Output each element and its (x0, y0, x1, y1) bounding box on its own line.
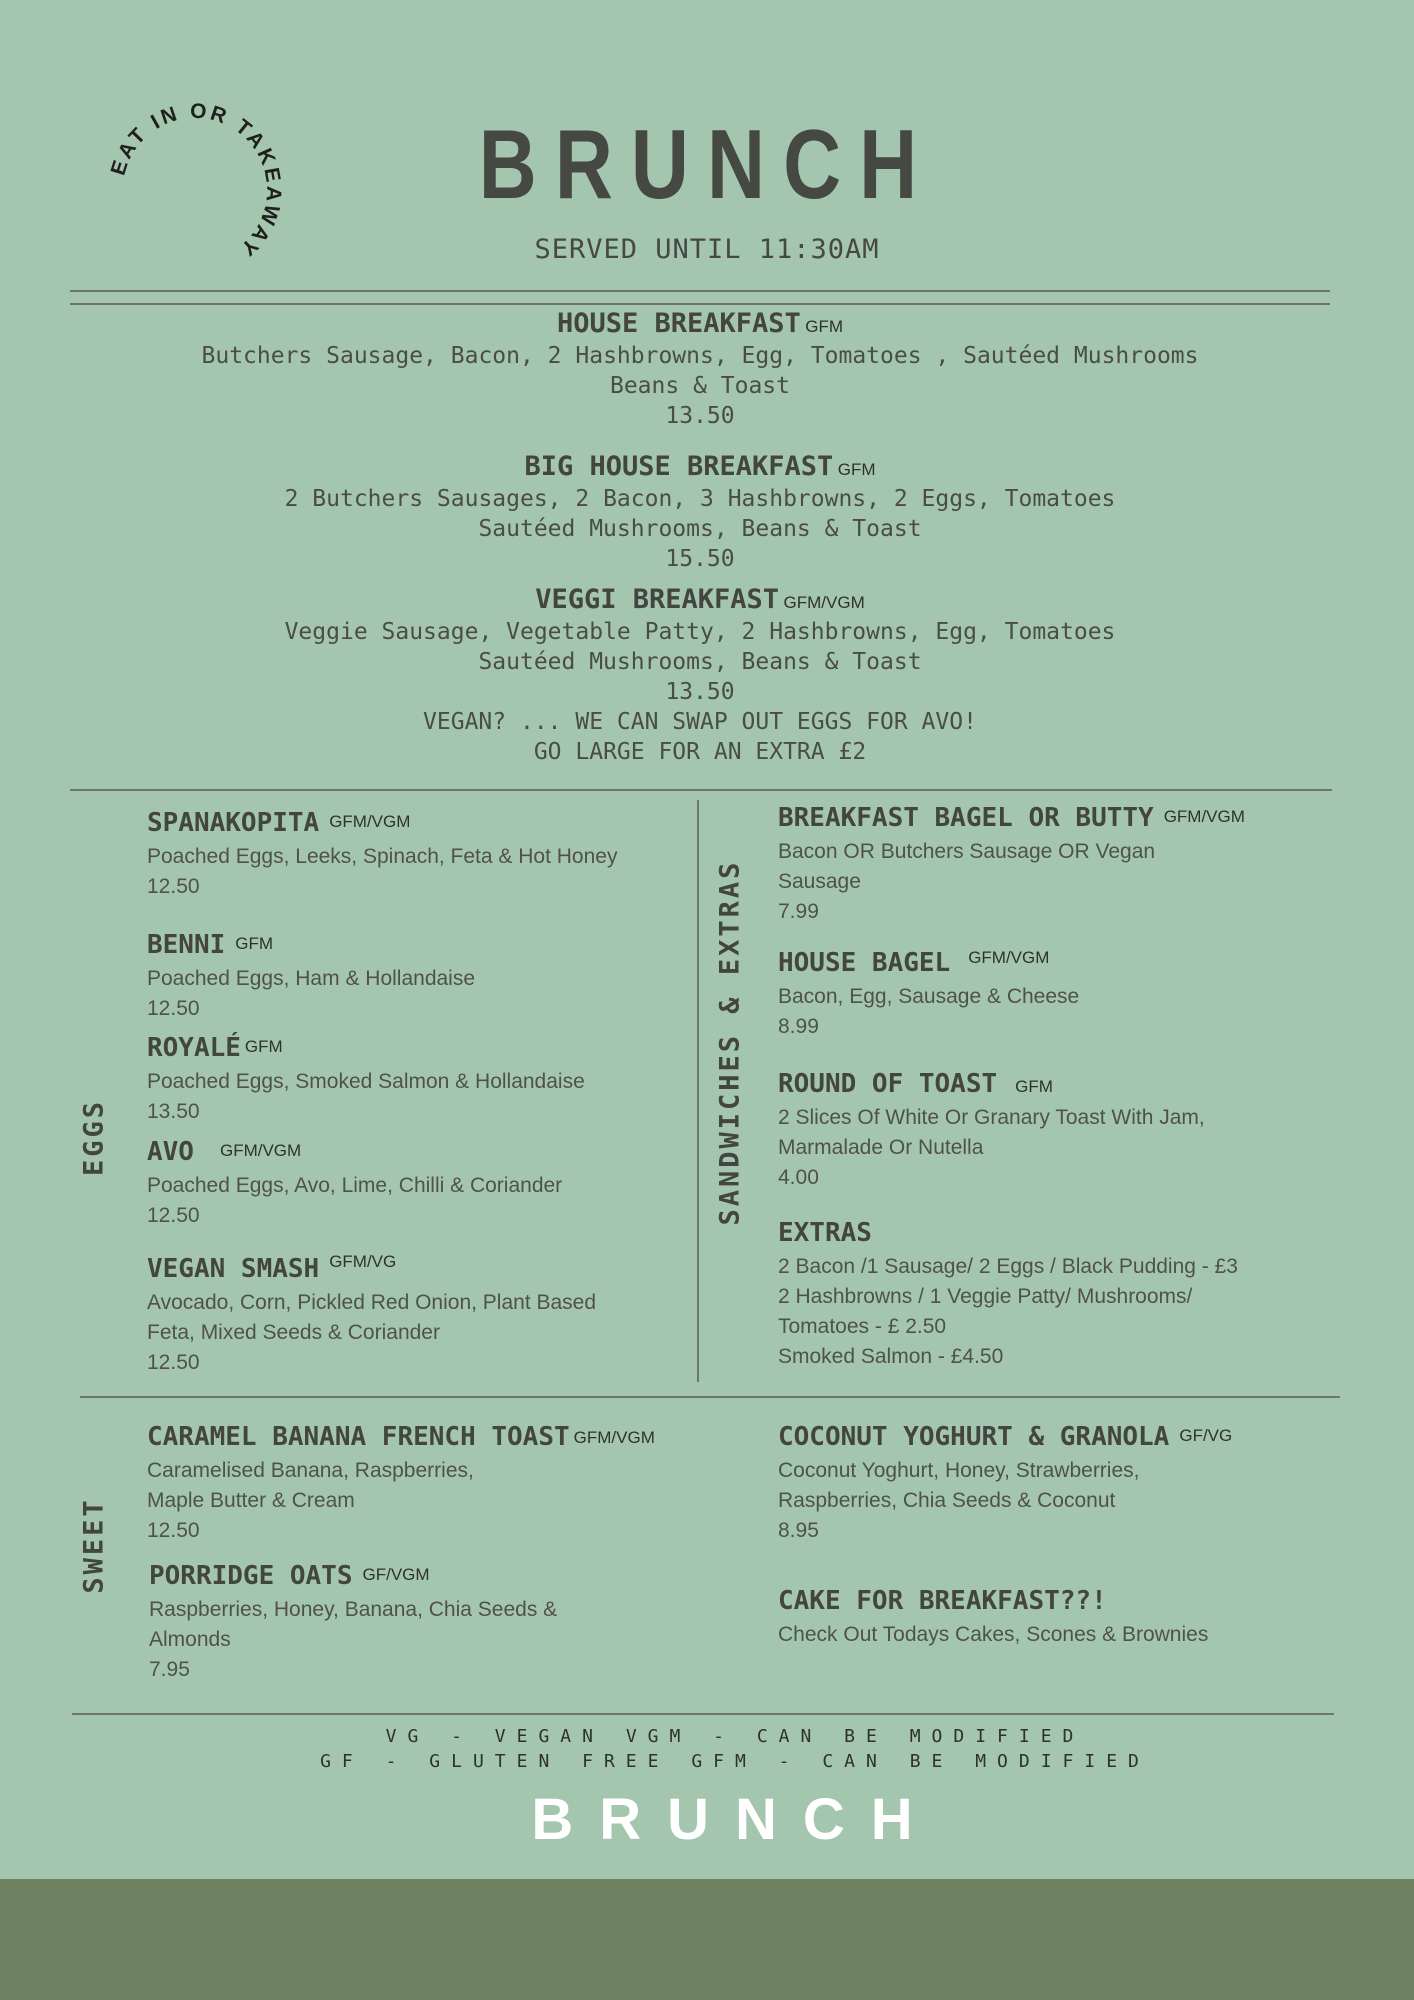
item-tag: GFM/VGM (219, 1141, 302, 1160)
house-breakfast (0, 308, 1400, 431)
item-name: ROUND OF TOAST (778, 1069, 998, 1099)
legend-line-2: GF - GLUTEN FREE GFM - CAN BE MODIFIED (320, 1751, 1150, 1772)
extras-line: Smoked Salmon - £4.50 (778, 1345, 1004, 1368)
sandwich-item-house-bagel (778, 948, 1079, 1042)
item-tag: GFM/VGM (968, 948, 1050, 967)
item-desc: Marmalade Or Nutella (778, 1136, 984, 1159)
section-label-sweet: SWEET (78, 1497, 110, 1594)
item-desc: Sausage (778, 870, 861, 893)
item-desc: Check Out Todays Cakes, Scones & Brownies (778, 1623, 1209, 1646)
badge-text: EAT IN OR TAKEAWAY (106, 99, 286, 262)
sandwich-item-extras (778, 1218, 1238, 1372)
item-desc: Veggie Sausage, Vegetable Patty, 2 Hashbrowns, Egg, Tomatoes (284, 619, 1116, 645)
item-name: COCONUT YOGHURT & GRANOLA (778, 1422, 1170, 1452)
item-price: 12.50 (147, 1204, 200, 1227)
item-desc: Poached Eggs, Avo, Lime, Chilli & Coriander (147, 1174, 563, 1197)
sweet-item-coconut-yoghurt (778, 1422, 1232, 1546)
item-desc: Coconut Yoghurt, Honey, Strawberries, (778, 1459, 1140, 1482)
item-name: ROYALÉ (147, 1033, 241, 1063)
veggi-breakfast (0, 584, 1400, 767)
item-desc: Butchers Sausage, Bacon, 2 Hashbrowns, Egg, Tomatoes , Sautéed Mushrooms (201, 343, 1199, 369)
item-price: 12.50 (147, 997, 200, 1020)
item-price: 13.50 (665, 679, 735, 705)
item-desc: Sautéed Mushrooms, Beans & Toast (478, 516, 922, 542)
big-house-breakfast (0, 451, 1400, 574)
item-desc: Caramelised Banana, Raspberries, (147, 1459, 474, 1482)
item-name: CAKE FOR BREAKFAST??! (778, 1586, 1107, 1616)
extras-line: Tomatoes - £ 2.50 (778, 1315, 947, 1338)
item-name: EXTRAS (778, 1218, 872, 1248)
item-desc: Maple Butter & Cream (147, 1489, 355, 1512)
served-until: SERVED UNTIL 11:30AM (534, 234, 880, 265)
divider-top-1 (70, 290, 1330, 292)
bottom-bar (0, 1879, 1414, 2000)
egg-item-benni (147, 930, 475, 1024)
item-tag: GFM (1015, 1077, 1053, 1096)
item-tag: GFM/VGM (573, 1428, 655, 1447)
item-tag: GF/VG (1179, 1426, 1233, 1445)
item-name: BIG HOUSE BREAKFAST (524, 451, 834, 482)
item-price: 4.00 (778, 1166, 819, 1189)
item-tag: GFM (805, 317, 844, 336)
divider-bottom (72, 1713, 1334, 1715)
item-name: HOUSE BAGEL (778, 948, 951, 978)
extras-line: 2 Hashbrowns / 1 Veggie Patty/ Mushrooms/ (778, 1285, 1193, 1308)
item-desc: Poached Eggs, Ham & Hollandaise (147, 967, 476, 990)
legend-line-1: VG - VEGAN VGM - CAN BE MODIFIED (385, 1726, 1085, 1747)
item-tag: GFM/VG (329, 1252, 397, 1271)
item-desc: Raspberries, Honey, Banana, Chia Seeds & (149, 1598, 558, 1621)
item-price: 7.99 (778, 900, 819, 923)
item-price: 8.99 (778, 1015, 819, 1038)
item-name: SPANAKOPITA (147, 808, 320, 838)
item-price: 12.50 (147, 1519, 200, 1542)
item-desc: Poached Eggs, Smoked Salmon & Hollandaise (147, 1070, 585, 1093)
item-desc: Bacon, Egg, Sausage & Cheese (778, 985, 1080, 1008)
item-name: CARAMEL BANANA FRENCH TOAST (147, 1422, 570, 1452)
egg-item-royale (147, 1033, 585, 1127)
section-label-sandwiches: SANDWICHES & EXTRAS (714, 859, 746, 1226)
item-desc: Sautéed Mushrooms, Beans & Toast (478, 649, 922, 675)
sweet-item-porridge (149, 1561, 557, 1685)
egg-item-avo (147, 1137, 562, 1231)
item-desc: Raspberries, Chia Seeds & Coconut (778, 1489, 1116, 1512)
item-price: 12.50 (147, 875, 200, 898)
item-name: VEGAN SMASH (147, 1254, 320, 1284)
extras-line: 2 Bacon /1 Sausage/ 2 Eggs / Black Pudding - £3 (778, 1255, 1238, 1278)
item-name: BREAKFAST BAGEL OR BUTTY (778, 803, 1154, 833)
sandwich-item-round-of-toast (778, 1069, 1205, 1193)
divider-sweet (80, 1396, 1340, 1398)
egg-item-vegan-smash (147, 1252, 596, 1378)
divider-vertical (697, 800, 699, 1382)
divider-top-2 (70, 303, 1330, 305)
item-price: 15.50 (665, 546, 735, 572)
item-price: 8.95 (778, 1519, 819, 1542)
section-label-eggs: EGGS (78, 1098, 110, 1177)
footer-title: BRUNCH (531, 1787, 939, 1852)
egg-item-spanakopita (147, 808, 617, 902)
item-tag: GFM/VGM (1163, 807, 1245, 826)
item-tag: GFM/VGM (329, 812, 411, 831)
item-desc: Beans & Toast (609, 373, 790, 399)
item-tag: GF/VGM (362, 1565, 430, 1584)
go-large-note: GO LARGE FOR AN EXTRA £2 (533, 739, 867, 765)
item-tag: GFM (235, 934, 274, 953)
item-price: 7.95 (149, 1658, 190, 1681)
item-name: AVO (147, 1137, 194, 1167)
item-desc: Feta, Mixed Seeds & Coriander (147, 1321, 440, 1344)
item-name: PORRIDGE OATS (149, 1561, 353, 1591)
item-tag: GFM/VGM (783, 593, 865, 612)
vegan-note: VEGAN? ... WE CAN SWAP OUT EGGS FOR AVO! (423, 709, 977, 735)
item-price: 13.50 (665, 403, 735, 429)
item-desc: 2 Slices Of White Or Granary Toast With Jam, (778, 1106, 1205, 1129)
item-name: HOUSE BREAKFAST (556, 308, 801, 339)
divider-mid (70, 789, 1332, 791)
item-desc: Poached Eggs, Leeks, Spinach, Feta & Hot Honey (147, 845, 618, 868)
page-title: BRUNCH (478, 109, 936, 219)
item-tag: GFM (837, 460, 876, 479)
item-price: 12.50 (147, 1351, 200, 1374)
item-desc: 2 Butchers Sausages, 2 Bacon, 3 Hashbrowns, 2 Eggs, Tomatoes (284, 486, 1116, 512)
item-name: VEGGI BREAKFAST (535, 584, 780, 615)
item-name: BENNI (147, 930, 226, 960)
item-desc: Avocado, Corn, Pickled Red Onion, Plant Based (147, 1291, 597, 1314)
sweet-item-cake (778, 1586, 1208, 1650)
item-tag: GFM (244, 1037, 283, 1056)
item-desc: Bacon OR Butchers Sausage OR Vegan (778, 840, 1156, 863)
item-desc: Almonds (149, 1628, 231, 1651)
sandwich-item-bagel-butty (778, 803, 1245, 927)
sweet-item-french-toast (147, 1422, 655, 1546)
item-price: 13.50 (147, 1100, 200, 1123)
